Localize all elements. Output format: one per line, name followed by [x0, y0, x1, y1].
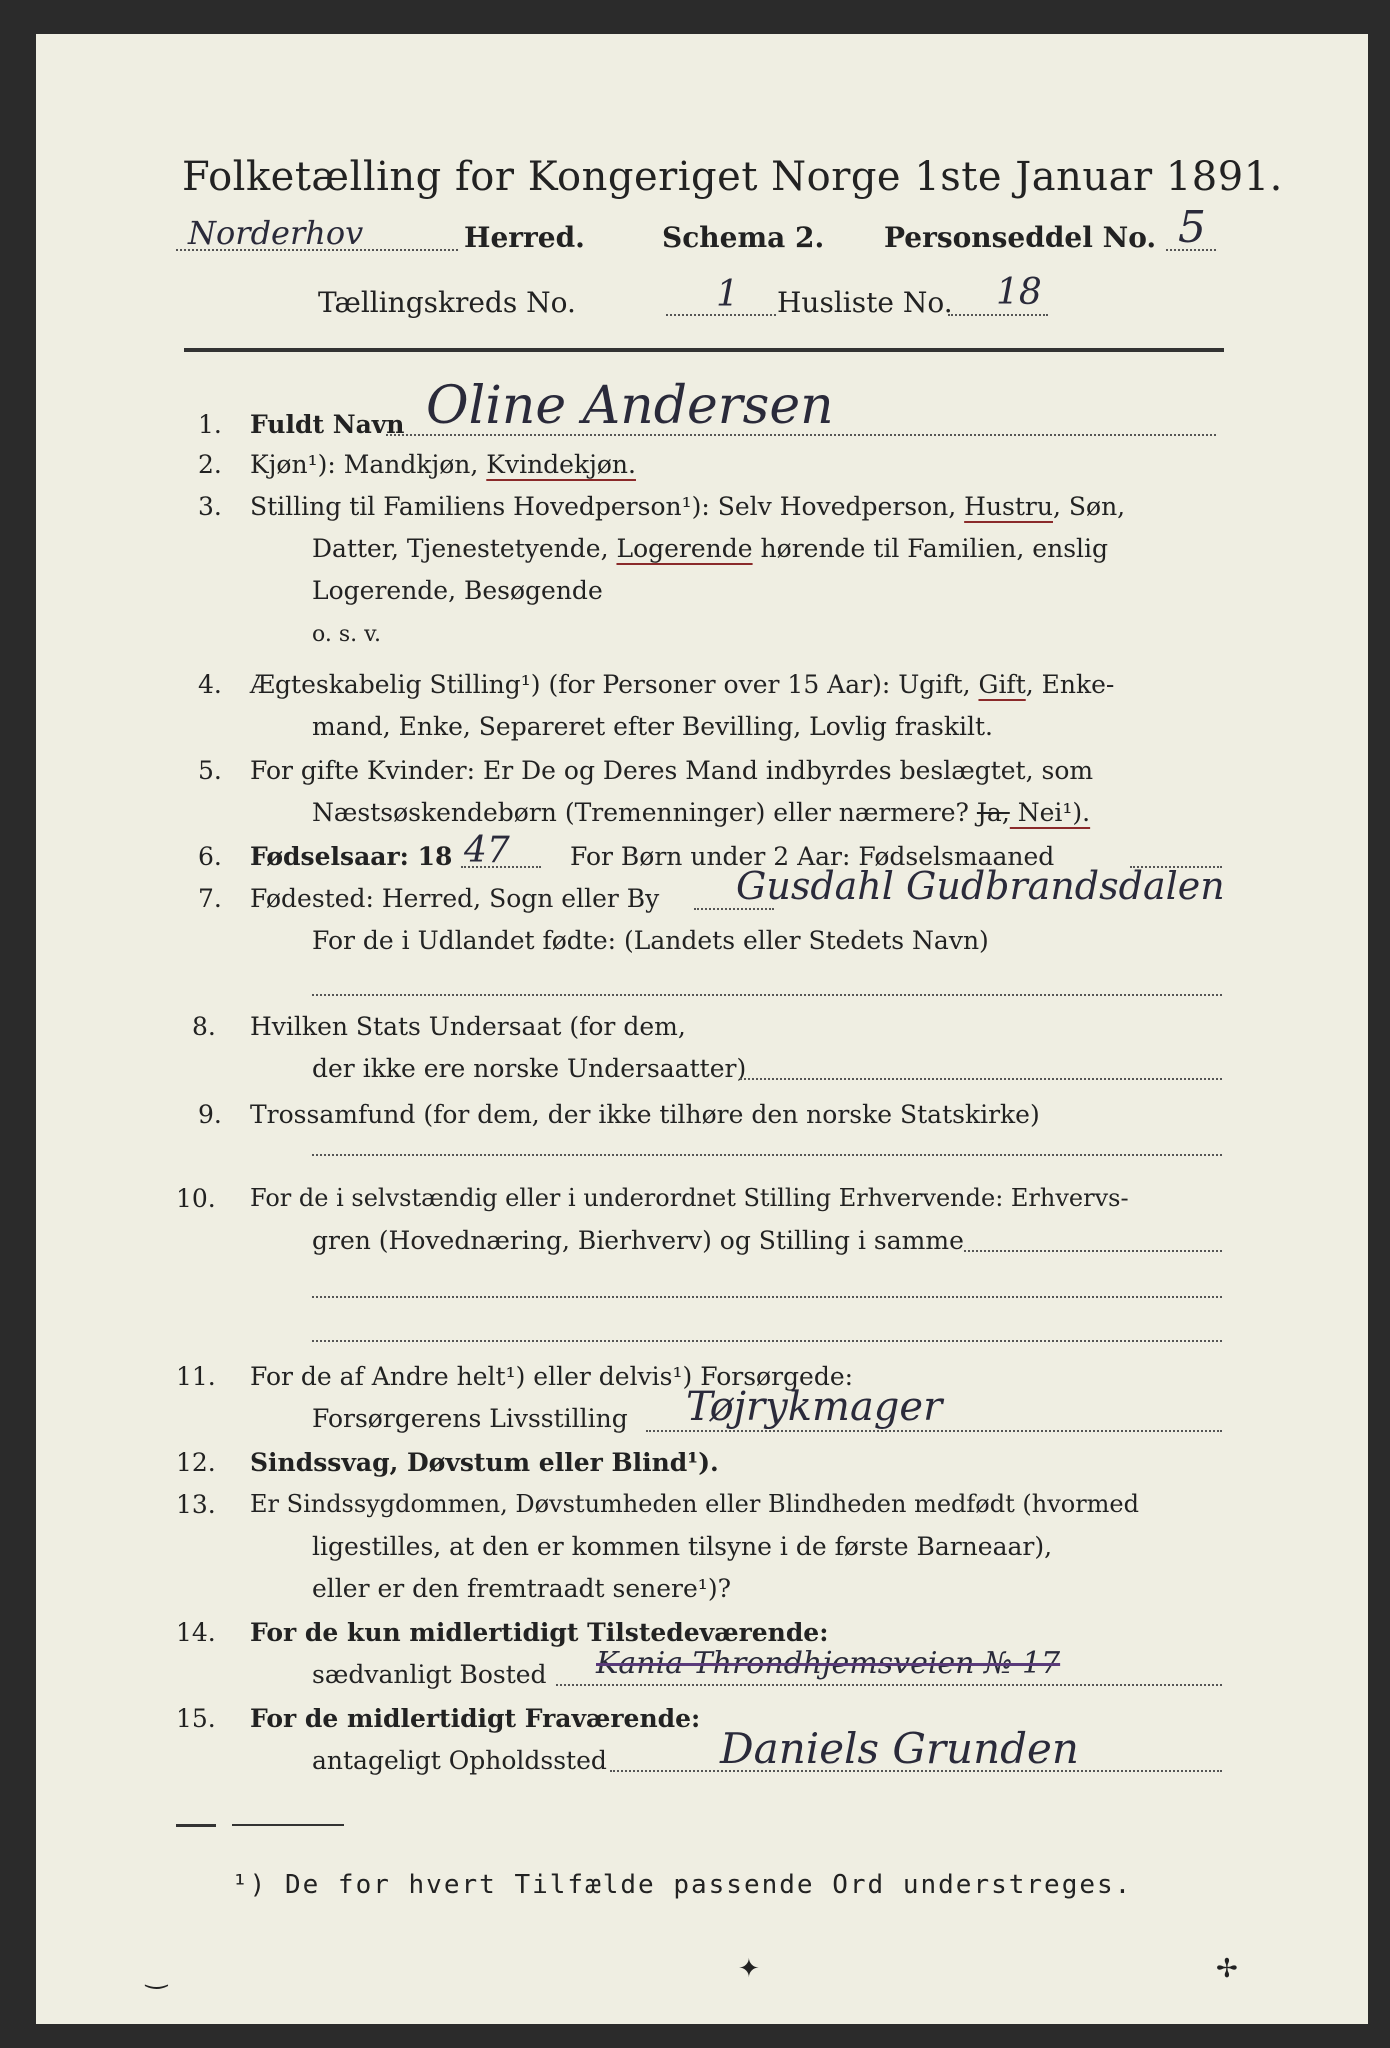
- husliste-dotline: [948, 314, 1048, 316]
- ink-mark: ✢: [1216, 1954, 1238, 1984]
- q4-selected-gift: Gift: [978, 670, 1026, 699]
- herred-label: Herred.: [464, 221, 585, 254]
- q7-dotline: [694, 908, 774, 910]
- q2-number: 2.: [198, 450, 222, 479]
- q9-dotline: [312, 1154, 1222, 1156]
- q3-line2-a: Datter, Tjenestetyende,: [312, 534, 617, 563]
- q5-line2-a: Næstsøskendebørn (Tremenninger) eller nærmere?: [312, 798, 977, 827]
- kreds-label: Tællingskreds No.: [318, 286, 576, 319]
- footnote: ¹) De for hvert Tilfælde passende Ord understreges.: [232, 1870, 1133, 1900]
- q3-line3: Logerende, Besøgende: [312, 576, 603, 605]
- q15-dotline: [610, 1770, 1222, 1772]
- q6-dotline: [461, 866, 541, 868]
- form-title: Folketælling for Kongeriget Norge 1ste Januar 1891.: [182, 154, 1283, 200]
- q14-number: 14.: [176, 1618, 216, 1647]
- q4-line1-a: Ægteskabelig Stilling¹) (for Personer over 15 Aar): Ugift,: [250, 670, 979, 699]
- q15-line2: antageligt Opholdssted: [312, 1746, 607, 1775]
- q14-line2: sædvanligt Bosted: [312, 1660, 547, 1689]
- q10-dotline-3: [312, 1340, 1222, 1342]
- q13-line2: ligestilles, at den er kommen tilsyne i de første Barneaar),: [312, 1532, 1053, 1561]
- q6-number: 6.: [198, 842, 222, 871]
- q3-line2-b: hørende til Familien, enslig: [752, 534, 1109, 563]
- q8-line2: der ikke ere norske Undersaatter): [312, 1054, 747, 1083]
- q5-struck-ja: Ja,: [976, 798, 1010, 827]
- q6-label: Fødselsaar: 18: [250, 842, 453, 871]
- husliste-label: Husliste No.: [777, 286, 953, 319]
- q13-line1: Er Sindssygdommen, Døvstumheden eller Blindheden medfødt (hvormed: [250, 1490, 1139, 1518]
- kreds-dotline: [666, 314, 776, 316]
- q14-dotline: [556, 1684, 1222, 1686]
- husliste-value: 18: [996, 272, 1042, 313]
- q3-line1-a: Stilling til Familiens Hovedperson¹): Selv Hovedperson,: [250, 492, 965, 521]
- footnote-rule: [176, 1824, 216, 1827]
- q9-line1: Trossamfund (for dem, der ikke tilhøre den norske Statskirke): [250, 1100, 1040, 1129]
- personseddel-value: 5: [1178, 202, 1206, 253]
- footnote-rule-2: [232, 1824, 344, 1826]
- q1-value: Oline Andersen: [426, 376, 834, 436]
- q3-line1: [250, 492, 1125, 521]
- q13-line3: eller er den fremtraadt senere¹)?: [312, 1574, 731, 1603]
- census-form: [36, 34, 1368, 2024]
- q5-line1: For gifte Kvinder: Er De og Deres Mand indbyrdes beslægtet, som: [250, 756, 1094, 785]
- q7-value: Gusdahl Gudbrandsdalen: [736, 864, 1225, 908]
- q11-line2: Forsørgerens Livsstilling: [312, 1404, 628, 1433]
- q6-value: 47: [464, 830, 510, 871]
- q3-selected-logerende: Logerende: [616, 534, 753, 563]
- q2-text: [250, 450, 636, 479]
- q4-line2: mand, Enke, Separeret efter Bevilling, Lovlig fraskilt.: [312, 712, 993, 741]
- personseddel-dotline: [1166, 249, 1216, 251]
- q3-number: 3.: [198, 492, 222, 521]
- q1-number: 1.: [198, 410, 222, 439]
- q6-rest: For Børn under 2 Aar: Fødselsmaaned: [570, 842, 1055, 871]
- personseddel-label: Personseddel No.: [884, 221, 1157, 254]
- q13-number: 13.: [176, 1490, 216, 1519]
- q14-value: Kania Throndhjemsveien № 17: [596, 1646, 1061, 1681]
- q4-line1: [250, 670, 1114, 699]
- q10-dotline-2: [312, 1296, 1222, 1298]
- q10-dotline: [964, 1250, 1222, 1252]
- q5-number: 5.: [198, 756, 222, 785]
- header-rule: [184, 348, 1224, 352]
- q11-line1: For de af Andre helt¹) eller delvis¹) Forsørgede:: [250, 1362, 854, 1391]
- q3-line4: o. s. v.: [312, 622, 381, 647]
- q12-line1: Sindssvag, Døvstum eller Blind¹).: [250, 1448, 719, 1477]
- q9-number: 9.: [198, 1100, 222, 1129]
- q11-dotline: [646, 1430, 1222, 1432]
- q4-number: 4.: [198, 670, 222, 699]
- herred-value: Norderhov: [188, 214, 364, 252]
- q8-number: 8.: [192, 1012, 216, 1041]
- schema-label: Schema 2.: [662, 221, 825, 254]
- q3-selected-hustru: Hustru: [964, 492, 1053, 521]
- q8-dotline: [740, 1078, 1222, 1080]
- q14-line1: For de kun midlertidigt Tilstedeværende:: [250, 1618, 829, 1647]
- ink-mark: ✦: [738, 1954, 760, 1984]
- q1-dotline: [386, 434, 1216, 436]
- q5-selected-nei: Nei¹).: [1009, 798, 1091, 827]
- kreds-value: 1: [716, 274, 739, 315]
- q5-line2: [312, 798, 1090, 827]
- ink-mark: ‿: [146, 1960, 167, 1990]
- q7-label: Fødested: Herred, Sogn eller By: [250, 884, 660, 913]
- q11-number: 11.: [176, 1362, 216, 1391]
- q7-number: 7.: [198, 884, 222, 913]
- q12-number: 12.: [176, 1448, 216, 1477]
- q15-line1: For de midlertidigt Fraværende:: [250, 1704, 701, 1733]
- q7-dotline-2: [312, 994, 1222, 996]
- q10-line1: For de i selvstændig eller i underordnet Stilling Erhvervende: Erhvervs-: [250, 1184, 1129, 1212]
- q2-selected-option: Kvindekjøn.: [486, 450, 636, 479]
- q15-value: Daniels Grunden: [720, 1724, 1079, 1773]
- q2-label: Kjøn¹): Mandkjøn,: [250, 450, 487, 479]
- q10-number: 10.: [176, 1184, 216, 1213]
- q10-line2: gren (Hovednæring, Bierhverv) og Stilling i samme: [312, 1226, 964, 1255]
- q11-value: Tøjrykmager: [686, 1384, 943, 1430]
- q15-number: 15.: [176, 1704, 216, 1733]
- q1-label: Fuldt Navn: [250, 410, 405, 439]
- q7-line2: For de i Udlandet fødte: (Landets eller Stedets Navn): [312, 926, 989, 955]
- q3-line1-b: , Søn,: [1053, 492, 1126, 521]
- q3-line2: [312, 534, 1108, 563]
- q4-line1-b: , Enke-: [1025, 670, 1115, 699]
- q8-line1: Hvilken Stats Undersaat (for dem,: [250, 1012, 686, 1041]
